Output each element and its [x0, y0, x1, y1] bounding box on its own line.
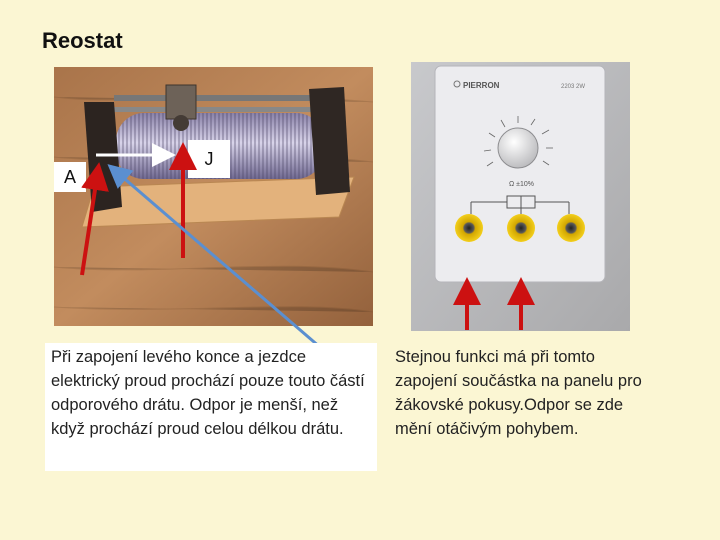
label-a: A — [54, 162, 86, 192]
panel-brand: PIERRON — [463, 81, 500, 90]
panel-symbol: Ω ±10% — [509, 181, 535, 188]
label-j: J — [188, 140, 230, 178]
slide-title: Reostat — [42, 28, 123, 53]
panel-model: 2203 2W — [561, 84, 586, 90]
caption-left: Při zapojení levého konce a jezdce elektrický proud prochází pouze touto částí odporového drátu. Odpor je menší, než když prochází proud celou délkou drátu. — [45, 343, 377, 471]
red-arrow-left-end — [82, 170, 98, 275]
caption-right: Stejnou funkci má při tomto zapojení součástka na panelu pro žákovské pokusy.Odpor se zde mění otáčivým pohybem. — [395, 348, 642, 438]
